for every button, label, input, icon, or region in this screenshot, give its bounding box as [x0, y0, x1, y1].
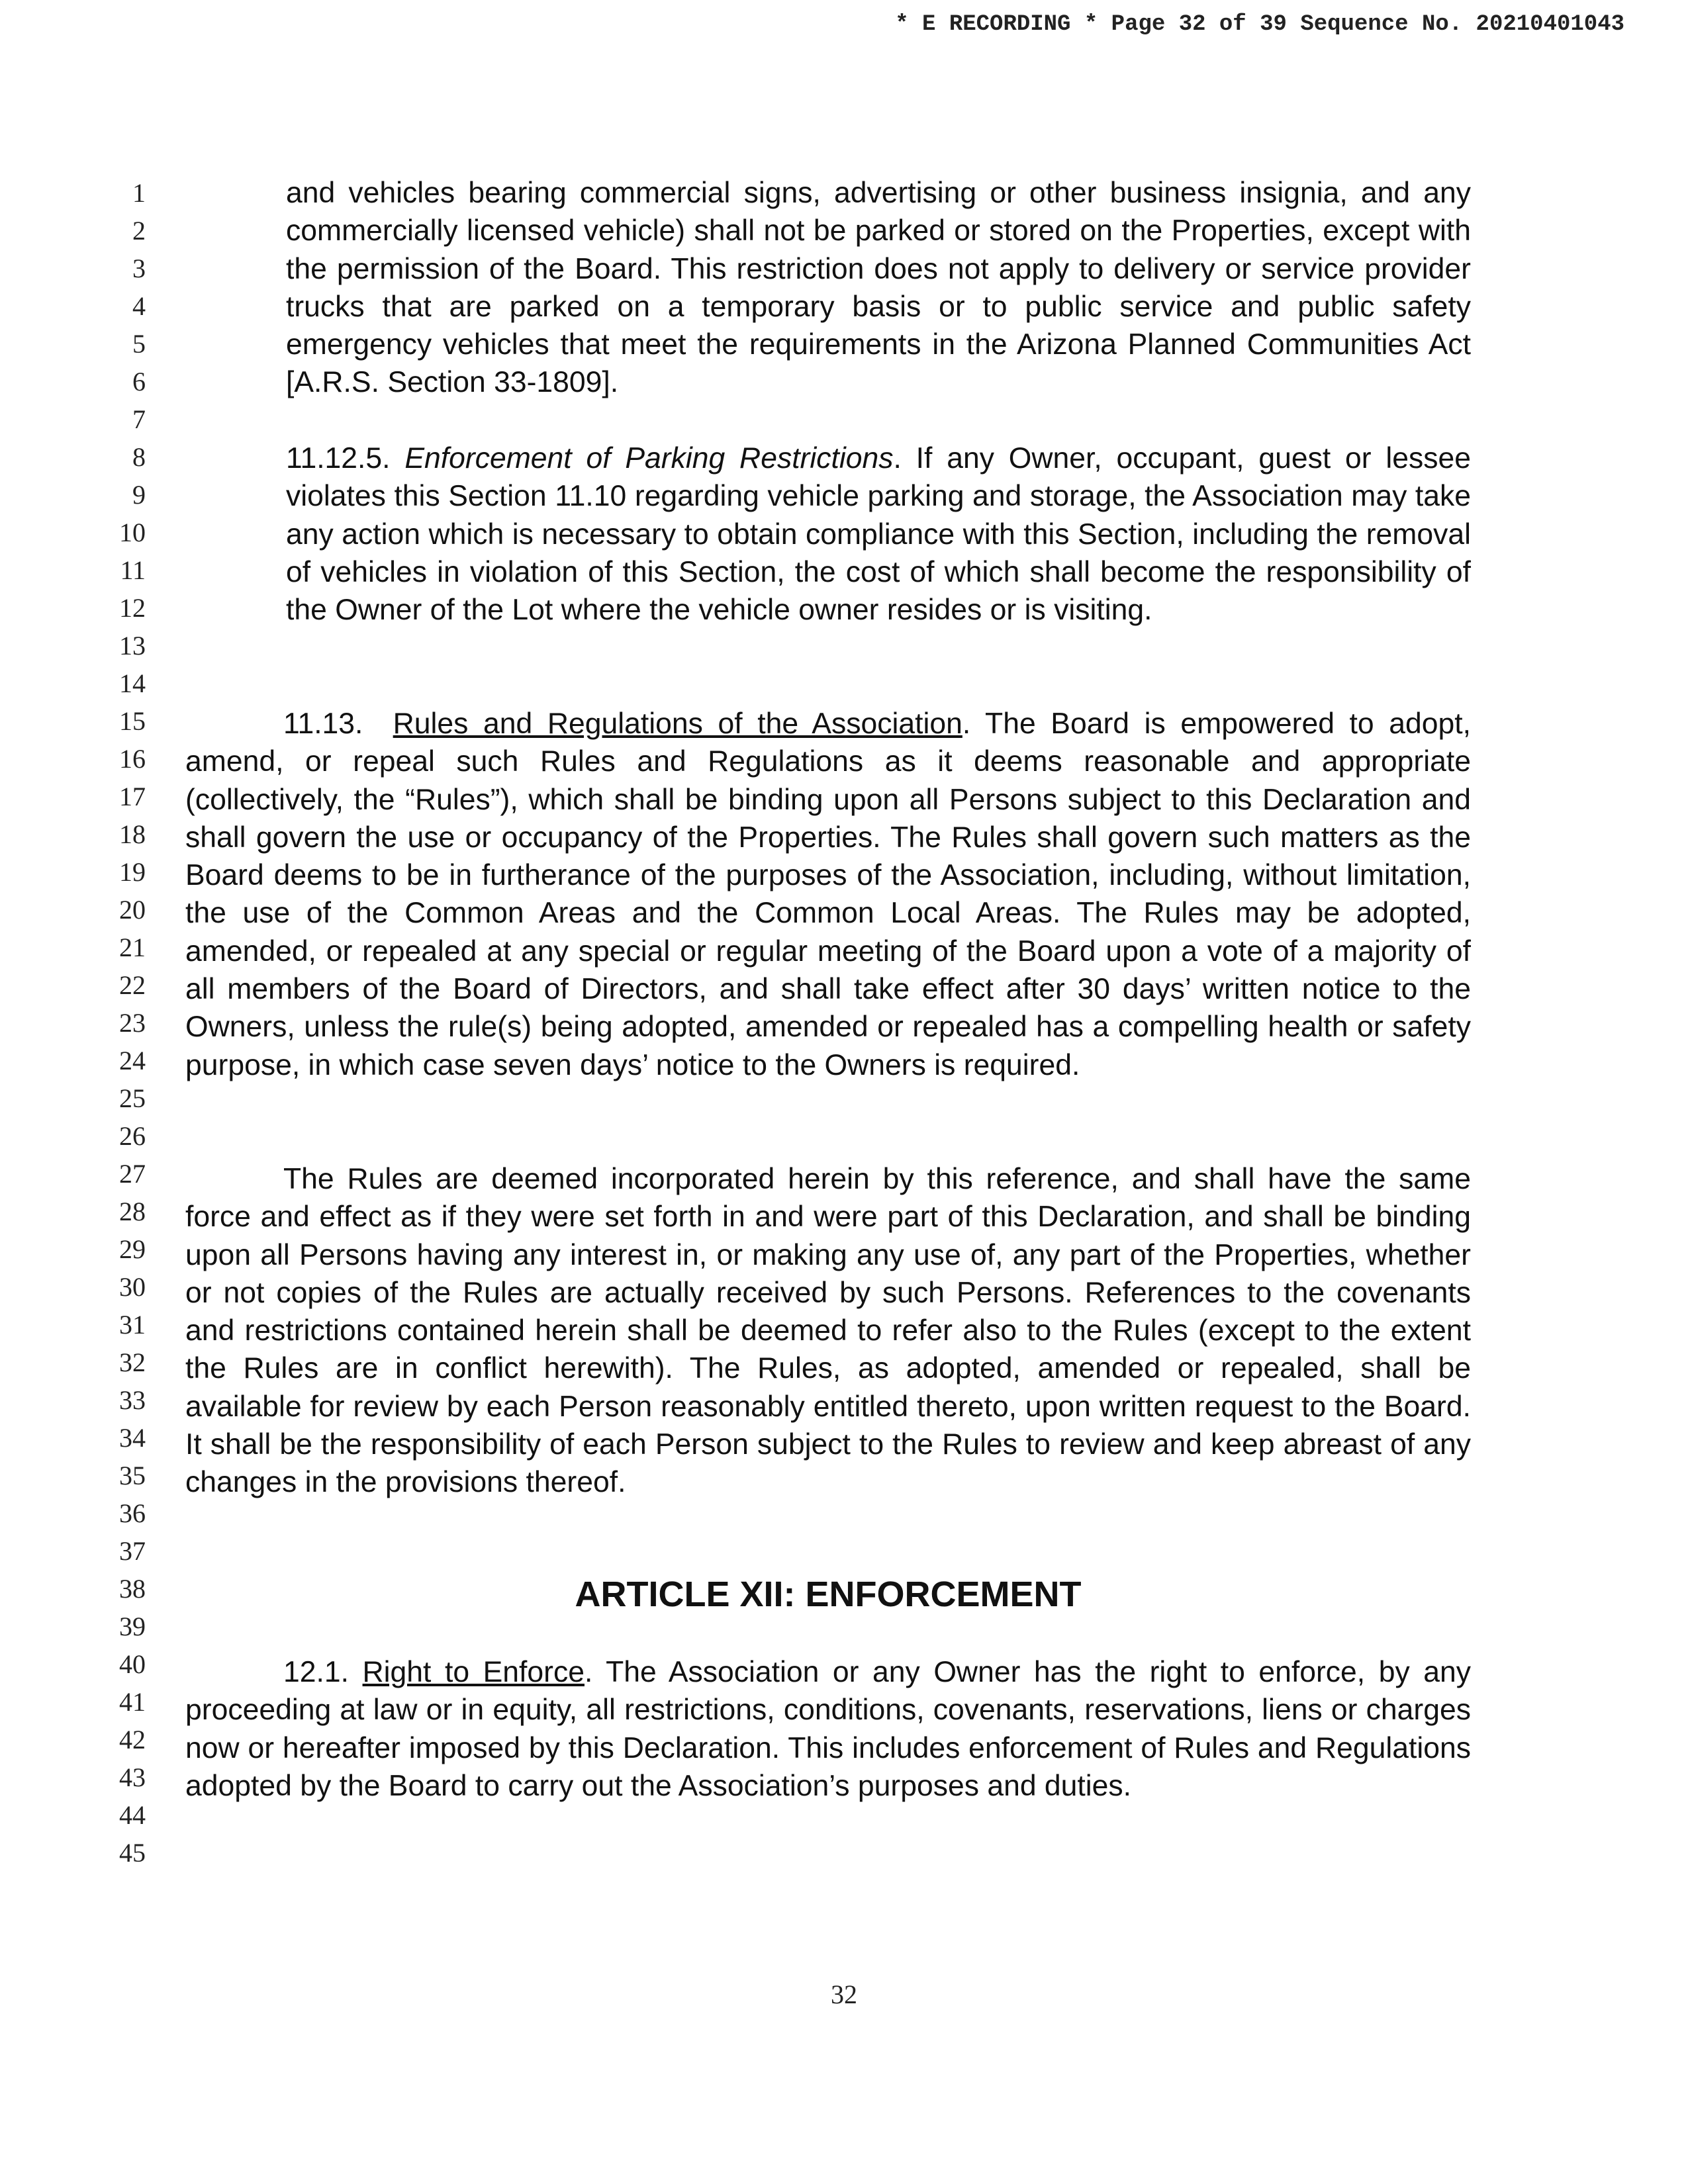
- line-number: 32: [119, 1347, 146, 1377]
- line-number: 1: [132, 178, 146, 208]
- line-number: 10: [119, 518, 146, 547]
- paragraph-12-1: [185, 1653, 1471, 1805]
- line-number: 6: [132, 367, 146, 396]
- line-number: 41: [119, 1687, 146, 1717]
- line-number: 36: [119, 1498, 146, 1528]
- line-number: 34: [119, 1423, 146, 1453]
- section-title: Right to Enforce: [362, 1656, 585, 1688]
- section-text: . The Association or any Owner has the right to enforce, by any proceeding at law or in equity, all restrictions, conditions, covenants, reservations, liens or charges now or hereafter imposed by this Declaration. This includes enforcement of Rules and Regulations adopted by the Board to carry out the Association’s purposes and duties.: [185, 1656, 1471, 1802]
- paragraph-11-13: [185, 705, 1471, 1084]
- section-title: Rules and Regulations of the Association: [393, 707, 962, 740]
- section-text: . If any Owner, occupant, guest or lessee violates this Section 11.10 regarding vehicle parking and storage, the Association may take any action which is necessary to obtain compliance with this Section, including the removal of vehicles in violation of this Section, the cost of which shall become the responsibility of the Owner of the Lot where the vehicle owner resides or is visiting.: [286, 442, 1471, 627]
- line-number: 31: [119, 1310, 146, 1340]
- line-number: 11: [120, 555, 146, 585]
- line-number: 28: [119, 1197, 146, 1226]
- section-title: Enforcement of Parking Restrictions: [404, 442, 894, 475]
- line-number: 24: [119, 1046, 146, 1075]
- paragraph-rules-text: The Rules are deemed incorporated herein by this reference, and shall have the same force and effect as if they were set forth in and were part of this Declaration, and shall be binding upon all Persons having any interest in, or making any use of, any part of the Properties, whether or not copies of the Rules are actually received by such Persons. References to the covenants and restrictions contained herein shall be deemed to refer also to the Rules (except to the extent the Rules are in conflict herewith). The Rules, as adopted, amended or repealed, shall be available for review by each Person reasonably entitled thereto, upon written request to the Board. It shall be the responsibility of each Person subject to the Rules to review and keep abreast of any changes in the provisions thereof.: [185, 1163, 1471, 1499]
- line-number: 43: [119, 1762, 146, 1792]
- line-number: 45: [119, 1838, 146, 1868]
- line-number: 30: [119, 1272, 146, 1302]
- line-number: 13: [119, 631, 146, 660]
- line-number: 21: [119, 933, 146, 962]
- article-heading: ARTICLE XII: ENFORCEMENT: [575, 1574, 1082, 1614]
- line-number: 19: [119, 857, 146, 887]
- line-number: 2: [132, 216, 146, 246]
- line-number-column: [99, 174, 146, 1872]
- line-number: 5: [132, 329, 146, 359]
- section-number: 12.1.: [283, 1656, 349, 1688]
- section-number: 11.13.: [283, 707, 363, 740]
- section-number: 11.12.5.: [286, 442, 391, 475]
- line-number: 42: [119, 1725, 146, 1754]
- line-number: 33: [119, 1385, 146, 1415]
- line-number: 3: [132, 253, 146, 283]
- paragraph-11-12-5: [286, 439, 1471, 629]
- line-number: 23: [119, 1008, 146, 1038]
- line-number: 44: [119, 1800, 146, 1830]
- line-number: 7: [132, 404, 146, 434]
- line-number: 29: [119, 1234, 146, 1264]
- paragraph-rules-incorporated: [185, 1160, 1471, 1502]
- line-number: 35: [119, 1461, 146, 1490]
- line-number: 37: [119, 1536, 146, 1566]
- line-number: 12: [119, 593, 146, 623]
- line-number: 8: [132, 442, 146, 472]
- line-number: 16: [119, 744, 146, 774]
- line-number: 17: [119, 782, 146, 811]
- page-number: 32: [831, 1979, 857, 2009]
- line-number: 18: [119, 819, 146, 849]
- line-number: 20: [119, 895, 146, 925]
- line-number: 39: [119, 1612, 146, 1641]
- line-number: 14: [119, 668, 146, 698]
- section-text: . The Board is empowered to adopt, amend, or repeal such Rules and Regulations as it deems reasonable and appropriate (collectively, the “Rules”), which shall be binding upon all Persons subject to this Declaration and shall govern the use or occupancy of the Properties. The Rules shall govern such matters as the Board deems to be in furtherance of the purposes of the Association, including, without limitation, the use of the Common Areas and the Common Local Areas. The Rules may be adopted, amended, or repealed at any special or regular meeting of the Board upon a vote of a majority of all members of the Board of Directors, and shall take effect after 30 days’ written notice to the Owners, unless the rule(s) being adopted, amended or repealed has a compelling health or safety purpose, in which case seven days’ notice to the Owners is required.: [185, 707, 1471, 1081]
- line-number: 25: [119, 1083, 146, 1113]
- line-number: 4: [132, 291, 146, 321]
- line-number: 15: [119, 706, 146, 736]
- line-number: 40: [119, 1649, 146, 1679]
- line-number: 27: [119, 1159, 146, 1189]
- paragraph-vehicles: [286, 174, 1471, 402]
- paragraph-vehicles-text: and vehicles bearing commercial signs, advertising or other business insignia, and any commercially licensed vehicle) shall not be parked or stored on the Properties, except with the permission of the Board. This restriction does not apply to delivery or service provider trucks that are parked on a temporary basis or to public service and public safety emergency vehicles that meet the requirements in the Arizona Planned Communities Act [A.R.S. Section 33-1809].: [286, 177, 1471, 399]
- line-number: 26: [119, 1121, 146, 1151]
- line-number: 9: [132, 480, 146, 510]
- recording-stamp: * E RECORDING * Page 32 of 39 Sequence No. 20210401043: [895, 12, 1624, 37]
- line-number: 22: [119, 970, 146, 1000]
- line-number: 38: [119, 1574, 146, 1604]
